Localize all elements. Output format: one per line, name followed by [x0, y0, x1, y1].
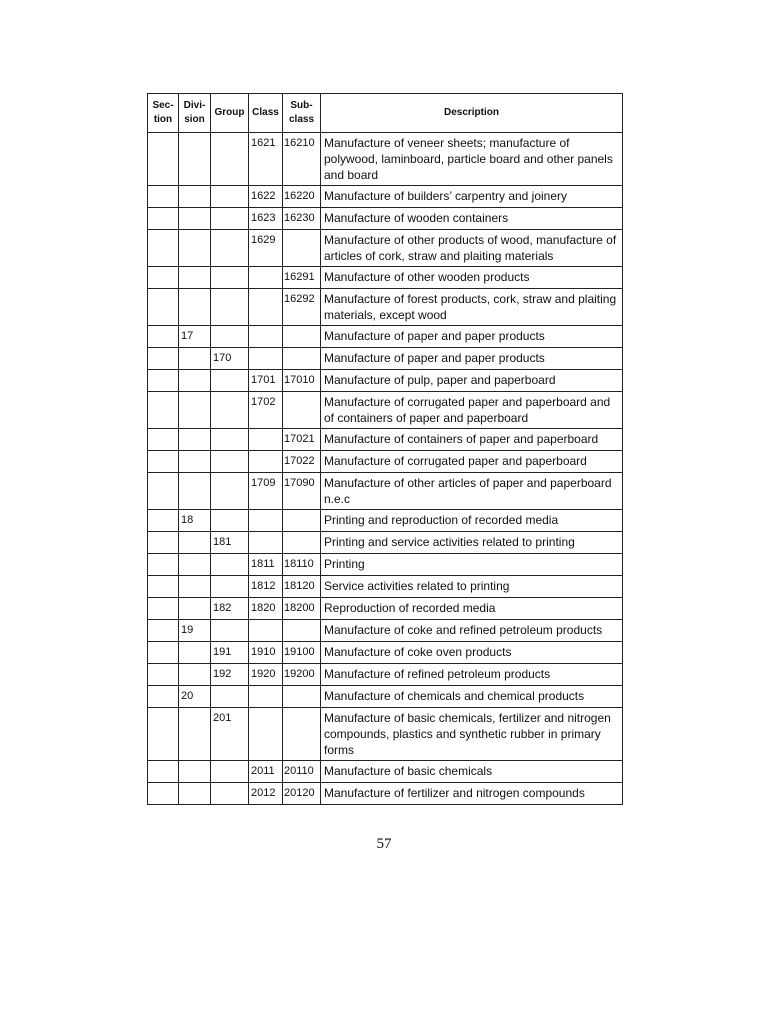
- group-cell: [211, 554, 249, 576]
- table-row: [148, 783, 623, 805]
- section-cell: [148, 451, 179, 473]
- subclass-cell: [283, 230, 321, 267]
- table-row: [148, 554, 623, 576]
- class-cell: 1629: [249, 230, 283, 267]
- division-cell: [179, 598, 211, 620]
- subclass-cell: 18110: [283, 554, 321, 576]
- section-cell: [148, 576, 179, 598]
- subclass-cell: 17021: [283, 429, 321, 451]
- description-cell: Manufacture of builders’ carpentry and joinery: [321, 186, 623, 208]
- division-cell: [179, 761, 211, 783]
- class-cell: [249, 348, 283, 370]
- subclass-cell: 20110: [283, 761, 321, 783]
- group-cell: 191: [211, 642, 249, 664]
- subclass-cell: [283, 326, 321, 348]
- division-cell: [179, 348, 211, 370]
- group-cell: [211, 620, 249, 642]
- table-row: [148, 708, 623, 761]
- table-row: [148, 642, 623, 664]
- table-row: [148, 761, 623, 783]
- description-cell: Manufacture of refined petroleum products: [321, 664, 623, 686]
- group-cell: [211, 186, 249, 208]
- class-cell: 1812: [249, 576, 283, 598]
- section-cell: [148, 370, 179, 392]
- section-cell: [148, 708, 179, 761]
- header-class: [249, 94, 283, 133]
- description-cell: Printing and service activities related to printing: [321, 532, 623, 554]
- subclass-cell: [283, 708, 321, 761]
- group-cell: [211, 761, 249, 783]
- section-cell: [148, 186, 179, 208]
- subclass-cell: 16292: [283, 289, 321, 326]
- header-description: [321, 94, 623, 133]
- table-row: [148, 473, 623, 510]
- group-cell: [211, 451, 249, 473]
- class-cell: 1702: [249, 392, 283, 429]
- section-cell: [148, 532, 179, 554]
- group-cell: 192: [211, 664, 249, 686]
- header-group-label: Group: [214, 107, 245, 118]
- group-cell: [211, 267, 249, 289]
- group-cell: [211, 473, 249, 510]
- class-cell: 1701: [249, 370, 283, 392]
- group-cell: [211, 370, 249, 392]
- description-cell: Printing: [321, 554, 623, 576]
- class-cell: 1811: [249, 554, 283, 576]
- table-row: [148, 208, 623, 230]
- group-cell: 182: [211, 598, 249, 620]
- subclass-cell: 19100: [283, 642, 321, 664]
- section-cell: [148, 289, 179, 326]
- subclass-cell: 16220: [283, 186, 321, 208]
- division-cell: [179, 289, 211, 326]
- subclass-cell: [283, 620, 321, 642]
- section-cell: [148, 554, 179, 576]
- class-cell: 1910: [249, 642, 283, 664]
- division-cell: [179, 133, 211, 186]
- header-division: [179, 94, 211, 133]
- class-cell: [249, 510, 283, 532]
- table-row: [148, 326, 623, 348]
- header-description-label: Description: [443, 107, 499, 118]
- division-cell: [179, 208, 211, 230]
- subclass-cell: [283, 686, 321, 708]
- class-cell: [249, 451, 283, 473]
- section-cell: [148, 510, 179, 532]
- class-cell: [249, 620, 283, 642]
- group-cell: [211, 686, 249, 708]
- subclass-cell: 19200: [283, 664, 321, 686]
- table-row: [148, 532, 623, 554]
- section-cell: [148, 326, 179, 348]
- class-cell: [249, 429, 283, 451]
- group-cell: [211, 289, 249, 326]
- division-cell: [179, 429, 211, 451]
- section-cell: [148, 208, 179, 230]
- section-cell: [148, 783, 179, 805]
- class-cell: 1622: [249, 186, 283, 208]
- group-cell: [211, 230, 249, 267]
- section-cell: [148, 664, 179, 686]
- group-cell: [211, 326, 249, 348]
- description-cell: Manufacture of corrugated paper and paperboard: [321, 451, 623, 473]
- subclass-cell: 17090: [283, 473, 321, 510]
- subclass-cell: 20120: [283, 783, 321, 805]
- section-cell: [148, 133, 179, 186]
- header-group: [211, 94, 249, 133]
- division-cell: [179, 230, 211, 267]
- division-cell: [179, 532, 211, 554]
- division-cell: 19: [179, 620, 211, 642]
- subclass-cell: [283, 392, 321, 429]
- table-row: [148, 429, 623, 451]
- header-section: [148, 94, 179, 133]
- group-cell: 201: [211, 708, 249, 761]
- classification-table: [147, 93, 623, 805]
- table-row: [148, 186, 623, 208]
- description-cell: Manufacture of chemicals and chemical products: [321, 686, 623, 708]
- header-subclass: [283, 94, 321, 133]
- division-cell: [179, 186, 211, 208]
- class-cell: [249, 289, 283, 326]
- section-cell: [148, 761, 179, 783]
- class-cell: [249, 708, 283, 761]
- section-cell: [148, 620, 179, 642]
- subclass-cell: 18200: [283, 598, 321, 620]
- description-cell: Manufacture of wooden containers: [321, 208, 623, 230]
- description-cell: Manufacture of forest products, cork, straw and plaiting materials, except wood: [321, 289, 623, 326]
- class-cell: 1623: [249, 208, 283, 230]
- class-cell: [249, 686, 283, 708]
- table-row: [148, 348, 623, 370]
- subclass-cell: 16291: [283, 267, 321, 289]
- class-cell: [249, 267, 283, 289]
- header-division-label: Divi- sion: [183, 100, 206, 125]
- section-cell: [148, 230, 179, 267]
- subclass-cell: [283, 532, 321, 554]
- division-cell: [179, 554, 211, 576]
- table-row: [148, 370, 623, 392]
- division-cell: [179, 267, 211, 289]
- table-row: [148, 620, 623, 642]
- group-cell: [211, 429, 249, 451]
- description-cell: Manufacture of other products of wood, manufacture of articles of cork, straw and plaiting materials: [321, 230, 623, 267]
- subclass-cell: 16210: [283, 133, 321, 186]
- table-row: [148, 576, 623, 598]
- group-cell: [211, 576, 249, 598]
- section-cell: [148, 392, 179, 429]
- section-cell: [148, 598, 179, 620]
- class-cell: 1621: [249, 133, 283, 186]
- table-row: [148, 510, 623, 532]
- table-row: [148, 289, 623, 326]
- subclass-cell: 17010: [283, 370, 321, 392]
- description-cell: Manufacture of containers of paper and paperboard: [321, 429, 623, 451]
- subclass-cell: [283, 348, 321, 370]
- section-cell: [148, 267, 179, 289]
- description-cell: Manufacture of veneer sheets; manufacture of polywood, laminboard, particle board and other panels and board: [321, 133, 623, 186]
- table-row: [148, 664, 623, 686]
- division-cell: [179, 783, 211, 805]
- class-cell: 1920: [249, 664, 283, 686]
- page-number: 57: [376, 836, 392, 852]
- header-section-label: Sec- tion: [152, 100, 174, 125]
- header-class-label: Class: [252, 107, 279, 118]
- group-cell: [211, 510, 249, 532]
- subclass-cell: 18120: [283, 576, 321, 598]
- group-cell: 170: [211, 348, 249, 370]
- division-cell: [179, 451, 211, 473]
- section-cell: [148, 429, 179, 451]
- subclass-cell: 17022: [283, 451, 321, 473]
- division-cell: [179, 473, 211, 510]
- class-cell: 1709: [249, 473, 283, 510]
- class-cell: 2011: [249, 761, 283, 783]
- table-header-row: [148, 94, 623, 133]
- description-cell: Printing and reproduction of recorded media: [321, 510, 623, 532]
- section-cell: [148, 686, 179, 708]
- description-cell: Manufacture of basic chemicals: [321, 761, 623, 783]
- class-cell: 1820: [249, 598, 283, 620]
- description-cell: Reproduction of recorded media: [321, 598, 623, 620]
- class-cell: 2012: [249, 783, 283, 805]
- section-cell: [148, 473, 179, 510]
- section-cell: [148, 348, 179, 370]
- table-row: [148, 267, 623, 289]
- table-row: [148, 451, 623, 473]
- table-row: [148, 392, 623, 429]
- table-row: [148, 133, 623, 186]
- subclass-cell: [283, 510, 321, 532]
- table-row: [148, 686, 623, 708]
- division-cell: [179, 642, 211, 664]
- group-cell: [211, 133, 249, 186]
- description-cell: Manufacture of pulp, paper and paperboard: [321, 370, 623, 392]
- division-cell: 20: [179, 686, 211, 708]
- class-cell: [249, 532, 283, 554]
- description-cell: Manufacture of fertilizer and nitrogen compounds: [321, 783, 623, 805]
- group-cell: [211, 392, 249, 429]
- table-body: [148, 133, 623, 805]
- group-cell: [211, 208, 249, 230]
- description-cell: Manufacture of paper and paper products: [321, 326, 623, 348]
- division-cell: 17: [179, 326, 211, 348]
- table-row: [148, 230, 623, 267]
- division-cell: [179, 576, 211, 598]
- description-cell: Manufacture of corrugated paper and paperboard and of containers of paper and paperboard: [321, 392, 623, 429]
- header-subclass-label: Sub- class: [288, 100, 315, 125]
- division-cell: [179, 708, 211, 761]
- division-cell: [179, 392, 211, 429]
- group-cell: [211, 783, 249, 805]
- section-cell: [148, 642, 179, 664]
- division-cell: [179, 664, 211, 686]
- description-cell: Service activities related to printing: [321, 576, 623, 598]
- description-cell: Manufacture of coke and refined petroleum products: [321, 620, 623, 642]
- class-cell: [249, 326, 283, 348]
- description-cell: Manufacture of coke oven products: [321, 642, 623, 664]
- subclass-cell: 16230: [283, 208, 321, 230]
- table-row: [148, 598, 623, 620]
- group-cell: 181: [211, 532, 249, 554]
- division-cell: 18: [179, 510, 211, 532]
- description-cell: Manufacture of other articles of paper and paperboard n.e.c: [321, 473, 623, 510]
- description-cell: Manufacture of other wooden products: [321, 267, 623, 289]
- division-cell: [179, 370, 211, 392]
- description-cell: Manufacture of basic chemicals, fertilizer and nitrogen compounds, plastics and synthetic rubber in primary forms: [321, 708, 623, 761]
- description-cell: Manufacture of paper and paper products: [321, 348, 623, 370]
